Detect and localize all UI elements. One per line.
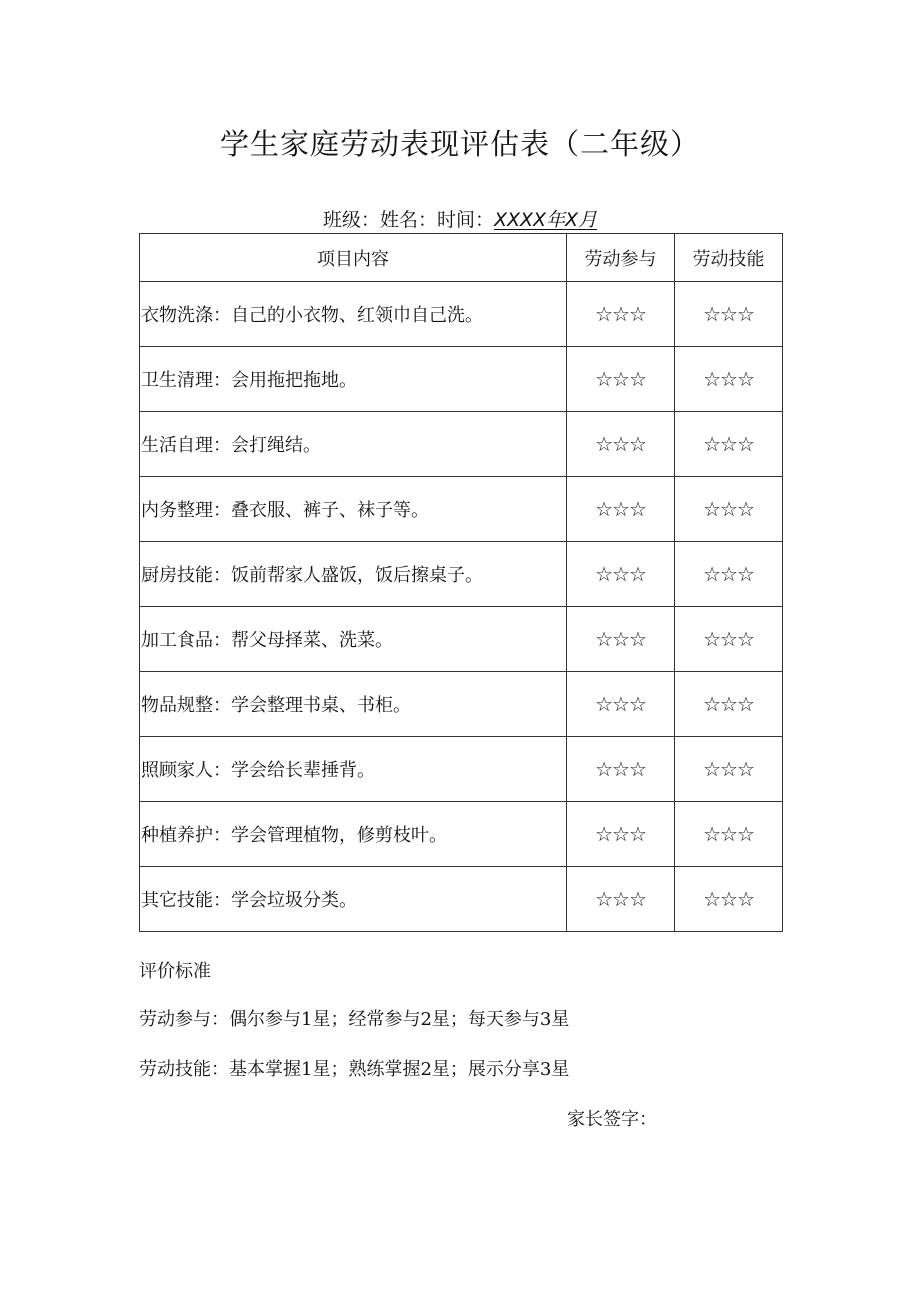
header-participation: 劳动参与 [567,234,675,282]
participation-stars: ☆☆☆ [567,412,675,477]
participation-stars: ☆☆☆ [567,282,675,347]
participation-stars: ☆☆☆ [567,737,675,802]
class-label: 班级： [322,209,380,231]
skill-stars: ☆☆☆ [675,802,783,867]
table-row [140,477,783,542]
table-row [140,542,783,607]
item-cell: 加工食品：帮父母择菜、洗菜。 [140,607,567,672]
table-header-row [140,234,783,282]
item-cell: 其它技能：学会垃圾分类。 [140,867,567,932]
item-cell: 衣物洗涤：自己的小衣物、红领巾自己洗。 [140,282,567,347]
participation-stars: ☆☆☆ [567,607,675,672]
table-row [140,802,783,867]
table-row [140,867,783,932]
skill-stars: ☆☆☆ [675,607,783,672]
skill-stars: ☆☆☆ [675,282,783,347]
item-cell: 照顾家人：学会给长辈捶背。 [140,737,567,802]
item-cell: 物品规整：学会整理书桌、书柜。 [140,672,567,737]
criteria-participation: 劳动参与：偶尔参与1星；经常参与2星；每天参与3星 [139,1009,570,1030]
participation-stars: ☆☆☆ [567,802,675,867]
table-row [140,737,783,802]
skill-stars: ☆☆☆ [675,412,783,477]
participation-stars: ☆☆☆ [567,347,675,412]
page-title: 学生家庭劳动表现评估表（二年级） [219,127,700,161]
time-label: 时间： [436,209,494,231]
table-row [140,412,783,477]
header-skill: 劳动技能 [675,234,783,282]
item-cell: 厨房技能：饭前帮家人盛饭，饭后擦桌子。 [140,542,567,607]
table-row [140,347,783,412]
item-cell: 种植养护：学会管理植物，修剪枝叶。 [140,802,567,867]
info-line [0,205,920,232]
skill-stars: ☆☆☆ [675,737,783,802]
item-cell: 生活自理：会打绳结。 [140,412,567,477]
table-row [140,607,783,672]
table-row [140,672,783,737]
skill-stars: ☆☆☆ [675,672,783,737]
item-cell: 内务整理：叠衣服、裤子、袜子等。 [140,477,567,542]
table-row [140,282,783,347]
parent-signature-label: 家长签字： [567,1109,657,1130]
participation-stars: ☆☆☆ [567,867,675,932]
skill-stars: ☆☆☆ [675,347,783,412]
header-item-content: 项目内容 [140,234,567,282]
date-value: XXXX年X月 [493,209,598,231]
participation-stars: ☆☆☆ [567,542,675,607]
evaluation-table [139,233,783,932]
item-cell: 卫生清理：会用拖把拖地。 [140,347,567,412]
skill-stars: ☆☆☆ [675,867,783,932]
criteria-title: 评价标准 [139,961,211,982]
criteria-skill: 劳动技能：基本掌握1星；熟练掌握2星；展示分享3星 [139,1059,570,1080]
name-label: 姓名： [379,209,437,231]
skill-stars: ☆☆☆ [675,477,783,542]
skill-stars: ☆☆☆ [675,542,783,607]
participation-stars: ☆☆☆ [567,672,675,737]
participation-stars: ☆☆☆ [567,477,675,542]
